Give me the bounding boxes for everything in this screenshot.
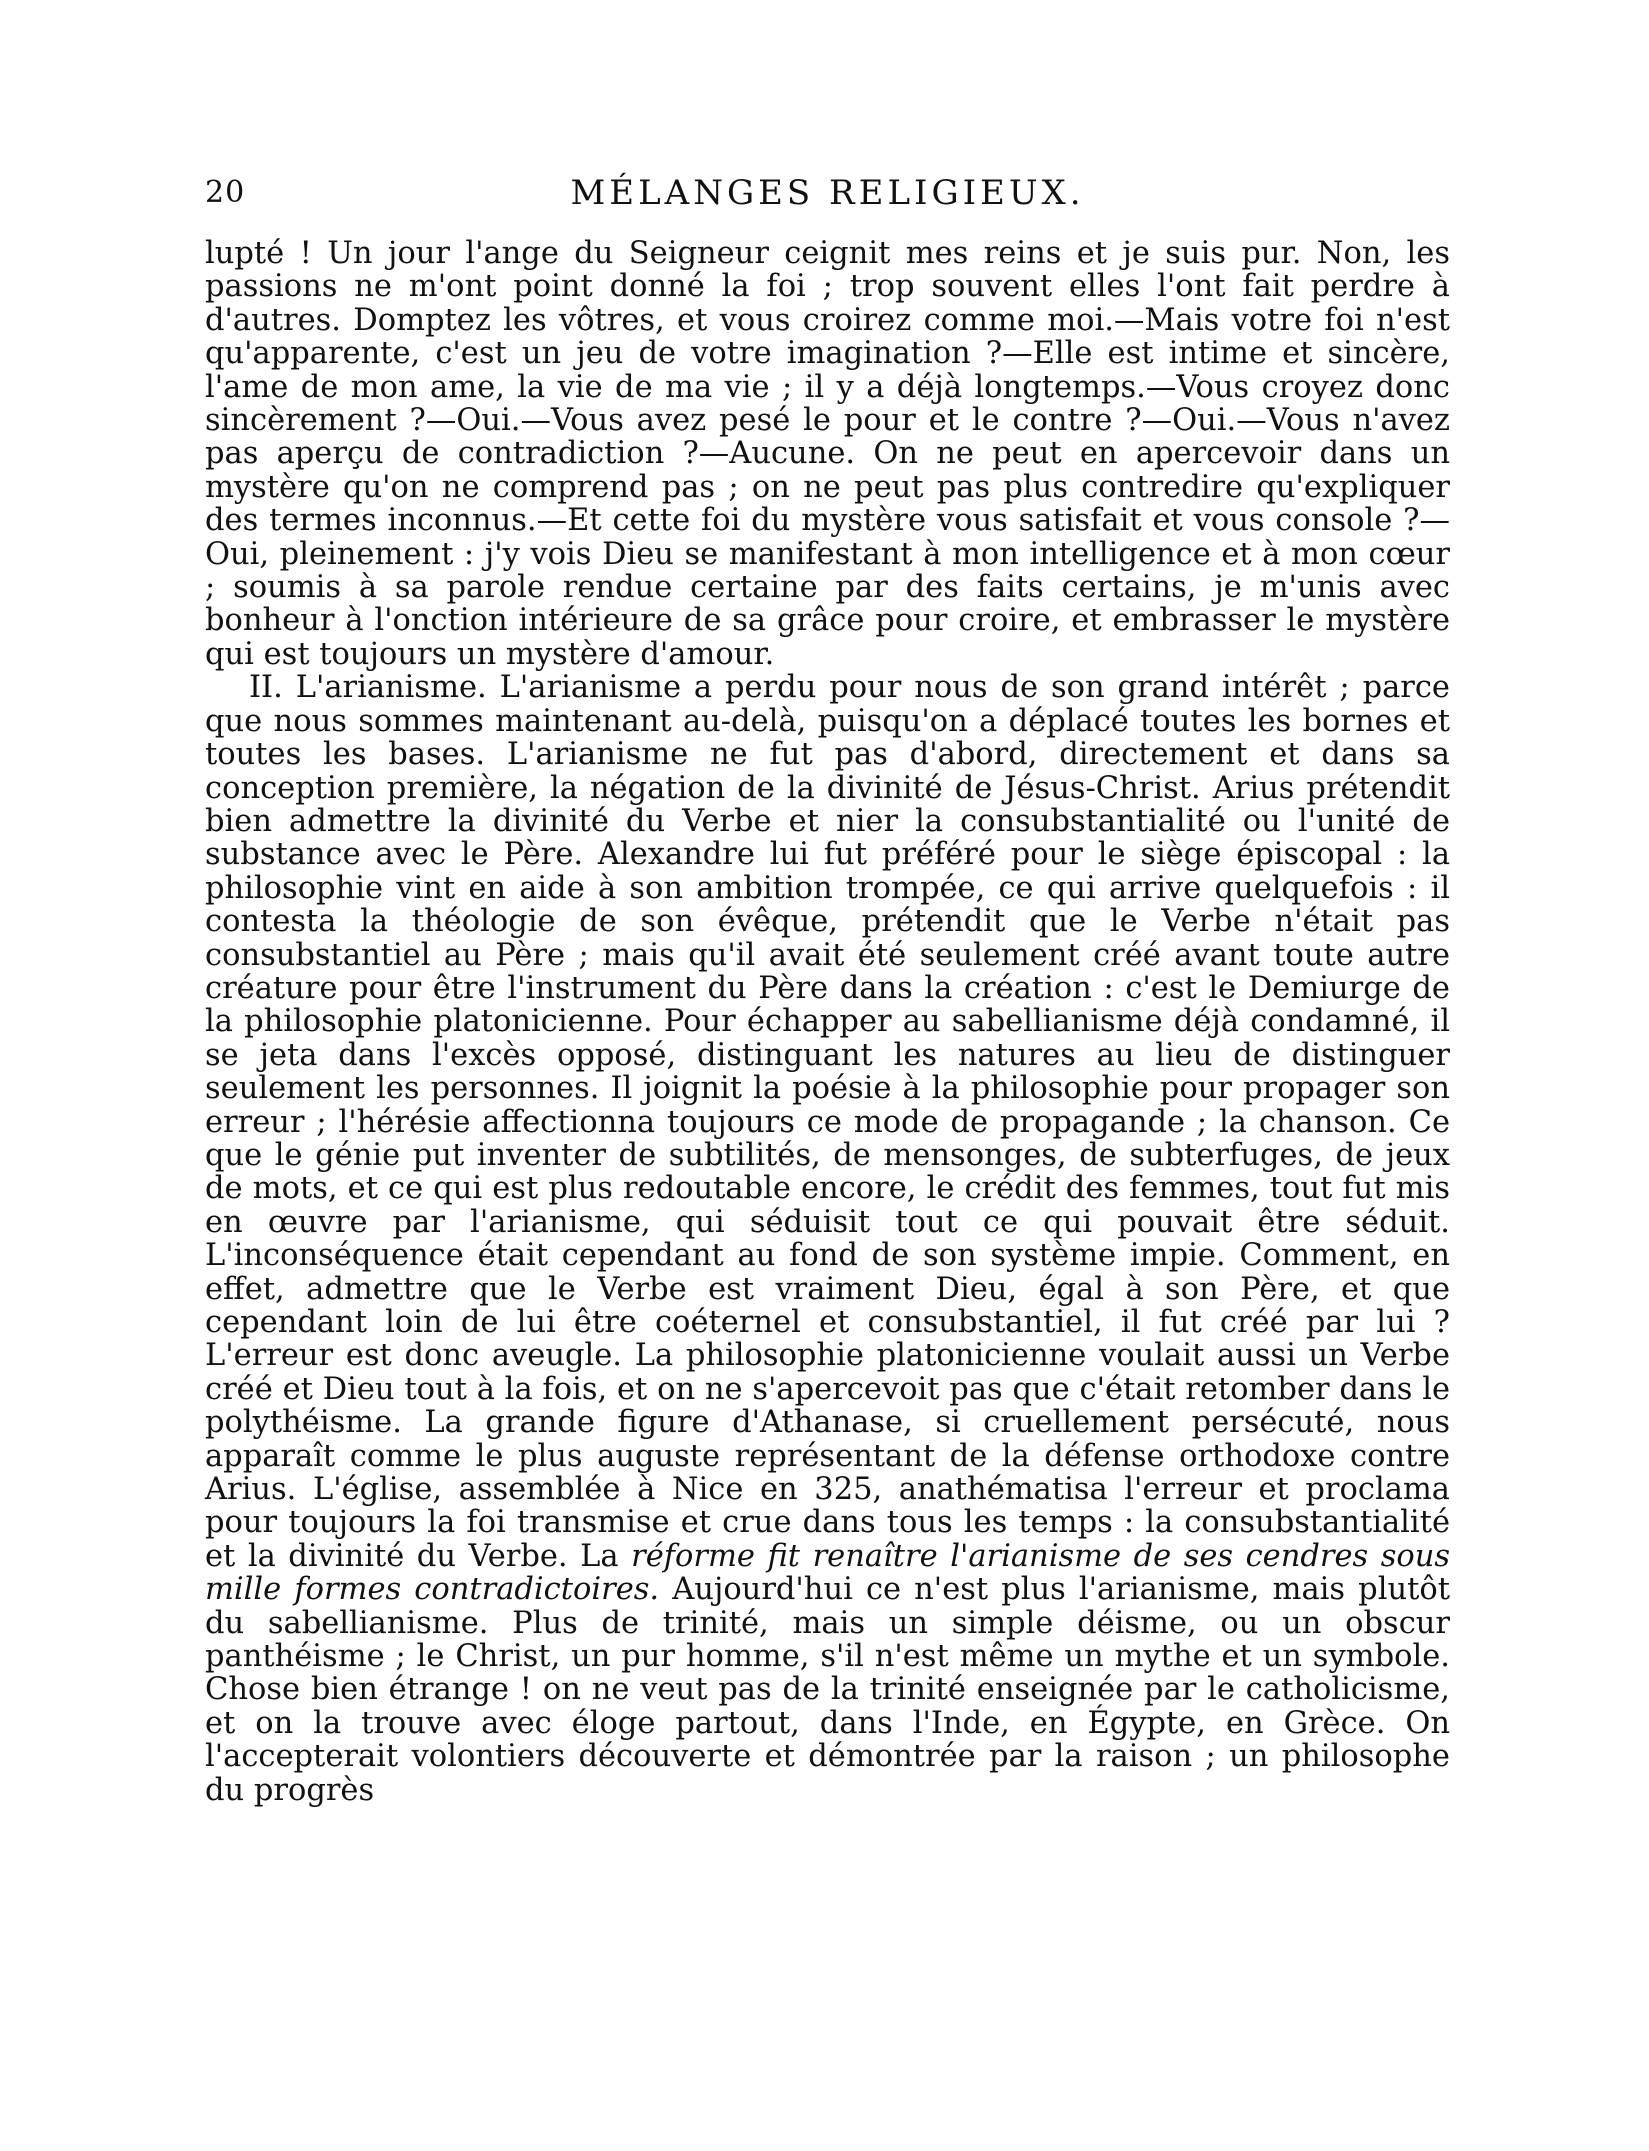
book-page [205,165,1450,1807]
page-header [205,165,1450,225]
body-text [205,237,1450,1807]
paragraph-arianism-italic: réforme fit renaître l'arianisme de ses cendres sous mille formes contradictoires. [205,1538,1450,1608]
paragraph-dialogue: lupté ! Un jour l'ange du Seigneur ceignit mes reins et je suis pur. Non, les passions ne m'ont point donné la foi ; trop souvent elles l'ont fait perdre à d'autres. Domptez les vôtres, et vous croirez comme moi.—Mais votre foi n'est qu'apparente, c'est un jeu de votre imagination ?—Elle est intime et sincère, l'ame de mon ame, la vie de ma vie ; il y a déjà longtemps.—Vous croyez donc sincèrement ?—Oui.—Vous avez pesé le pour et le contre ?—Oui.—Vous n'avez pas aperçu de contradiction ?—Aucune. On ne peut en apercevoir dans un mystère qu'on ne comprend pas ; on ne peut pas plus contredire qu'expliquer des termes inconnus.—Et cette foi du mystère vous satisfait et vous console ?—Oui, pleinement : j'y vois Dieu se manifestant à mon intelligence et à mon cœur ; soumis à sa parole rendue certaine par des faits certains, je m'unis avec bonheur à l'onction intérieure de sa grâce pour croire, et embrasser le mystère qui est toujours un mystère d'amour. [205,236,1450,672]
paragraph-arianism-tail: Aujourd'hui ce n'est plus l'arianisme, mais plutôt du sabellianisme. Plus de trinité, mais un simple déisme, ou un obscur panthéisme ; le Christ, un pur homme, s'il n'est même un mythe et un symbole. Chose bien étrange ! on ne veut pas de la trinité enseignée par le catholicisme, et on la trouve avec éloge partout, dans l'Inde, en Égypte, en Grèce. On l'accepterait volontiers découverte et démontrée par la raison ; un philosophe du progrès [205,1572,1450,1808]
paragraph-arianism-main: II. L'arianisme. L'arianisme a perdu pour nous de son grand intérêt ; parce que nous sommes maintenant au-delà, puisqu'on a déplacé toutes les bornes et toutes les bases. L'arianisme ne fut pas d'abord, directement et dans sa conception première, la négation de la divinité de Jésus-Christ. Arius prétendit bien admettre la divinité du Verbe et nier la consubstantialité ou l'unité de substance avec le Père. Alexandre lui fut préféré pour le siège épiscopal : la philosophie vint en aide à son ambition trompée, ce qui arrive quelquefois : il contesta la théologie de son évêque, prétendit que le Verbe n'était pas consubstantiel au Père ; mais qu'il avait été seulement créé avant toute autre créature pour être l'instrument du Père dans la création : c'est le Demiurge de la philosophie platonicienne. Pour échapper au sabellianisme déjà condamné, il se jeta dans l'excès opposé, distinguant les natures au lieu de distinguer seulement les personnes. Il joignit la poésie à la philosophie pour propager son erreur ; l'hérésie affectionna toujours ce mode de propagande ; la chanson. Ce que le génie put inventer de subtilités, de mensonges, de subterfuges, de jeux de mots, et ce qui est plus redoutable encore, le crédit des femmes, tout fut mis en œuvre par l'arianisme, qui séduisit tout ce qui pouvait être séduit. L'inconséquence était cependant au fond de son système impie. Comment, en effet, admettre que le Verbe est vraiment Dieu, égal à son Père, et que cependant loin de lui être coéternel et consubstantiel, il fut créé par lui ? L'erreur est donc aveugle. La philosophie platonicienne voulait aussi un Verbe créé et Dieu tout à la fois, et on ne s'apercevoit pas que c'était retomber dans le polythéisme. La grande figure d'Athanase, si cruellement persécuté, nous apparaît comme le plus auguste représentant de la défense orthodoxe contre Arius. L'église, assemblée à Nice en 325, anathématisa l'erreur et proclama pour toujours la foi transmise et crue dans tous les temps : la consubstantialité et la divinité du Verbe. La [205,670,1450,1574]
running-title: MÉLANGES RELIGIEUX. [570,173,1085,213]
page-number: 20 [205,175,246,210]
paragraph-arianism [205,671,1450,1807]
